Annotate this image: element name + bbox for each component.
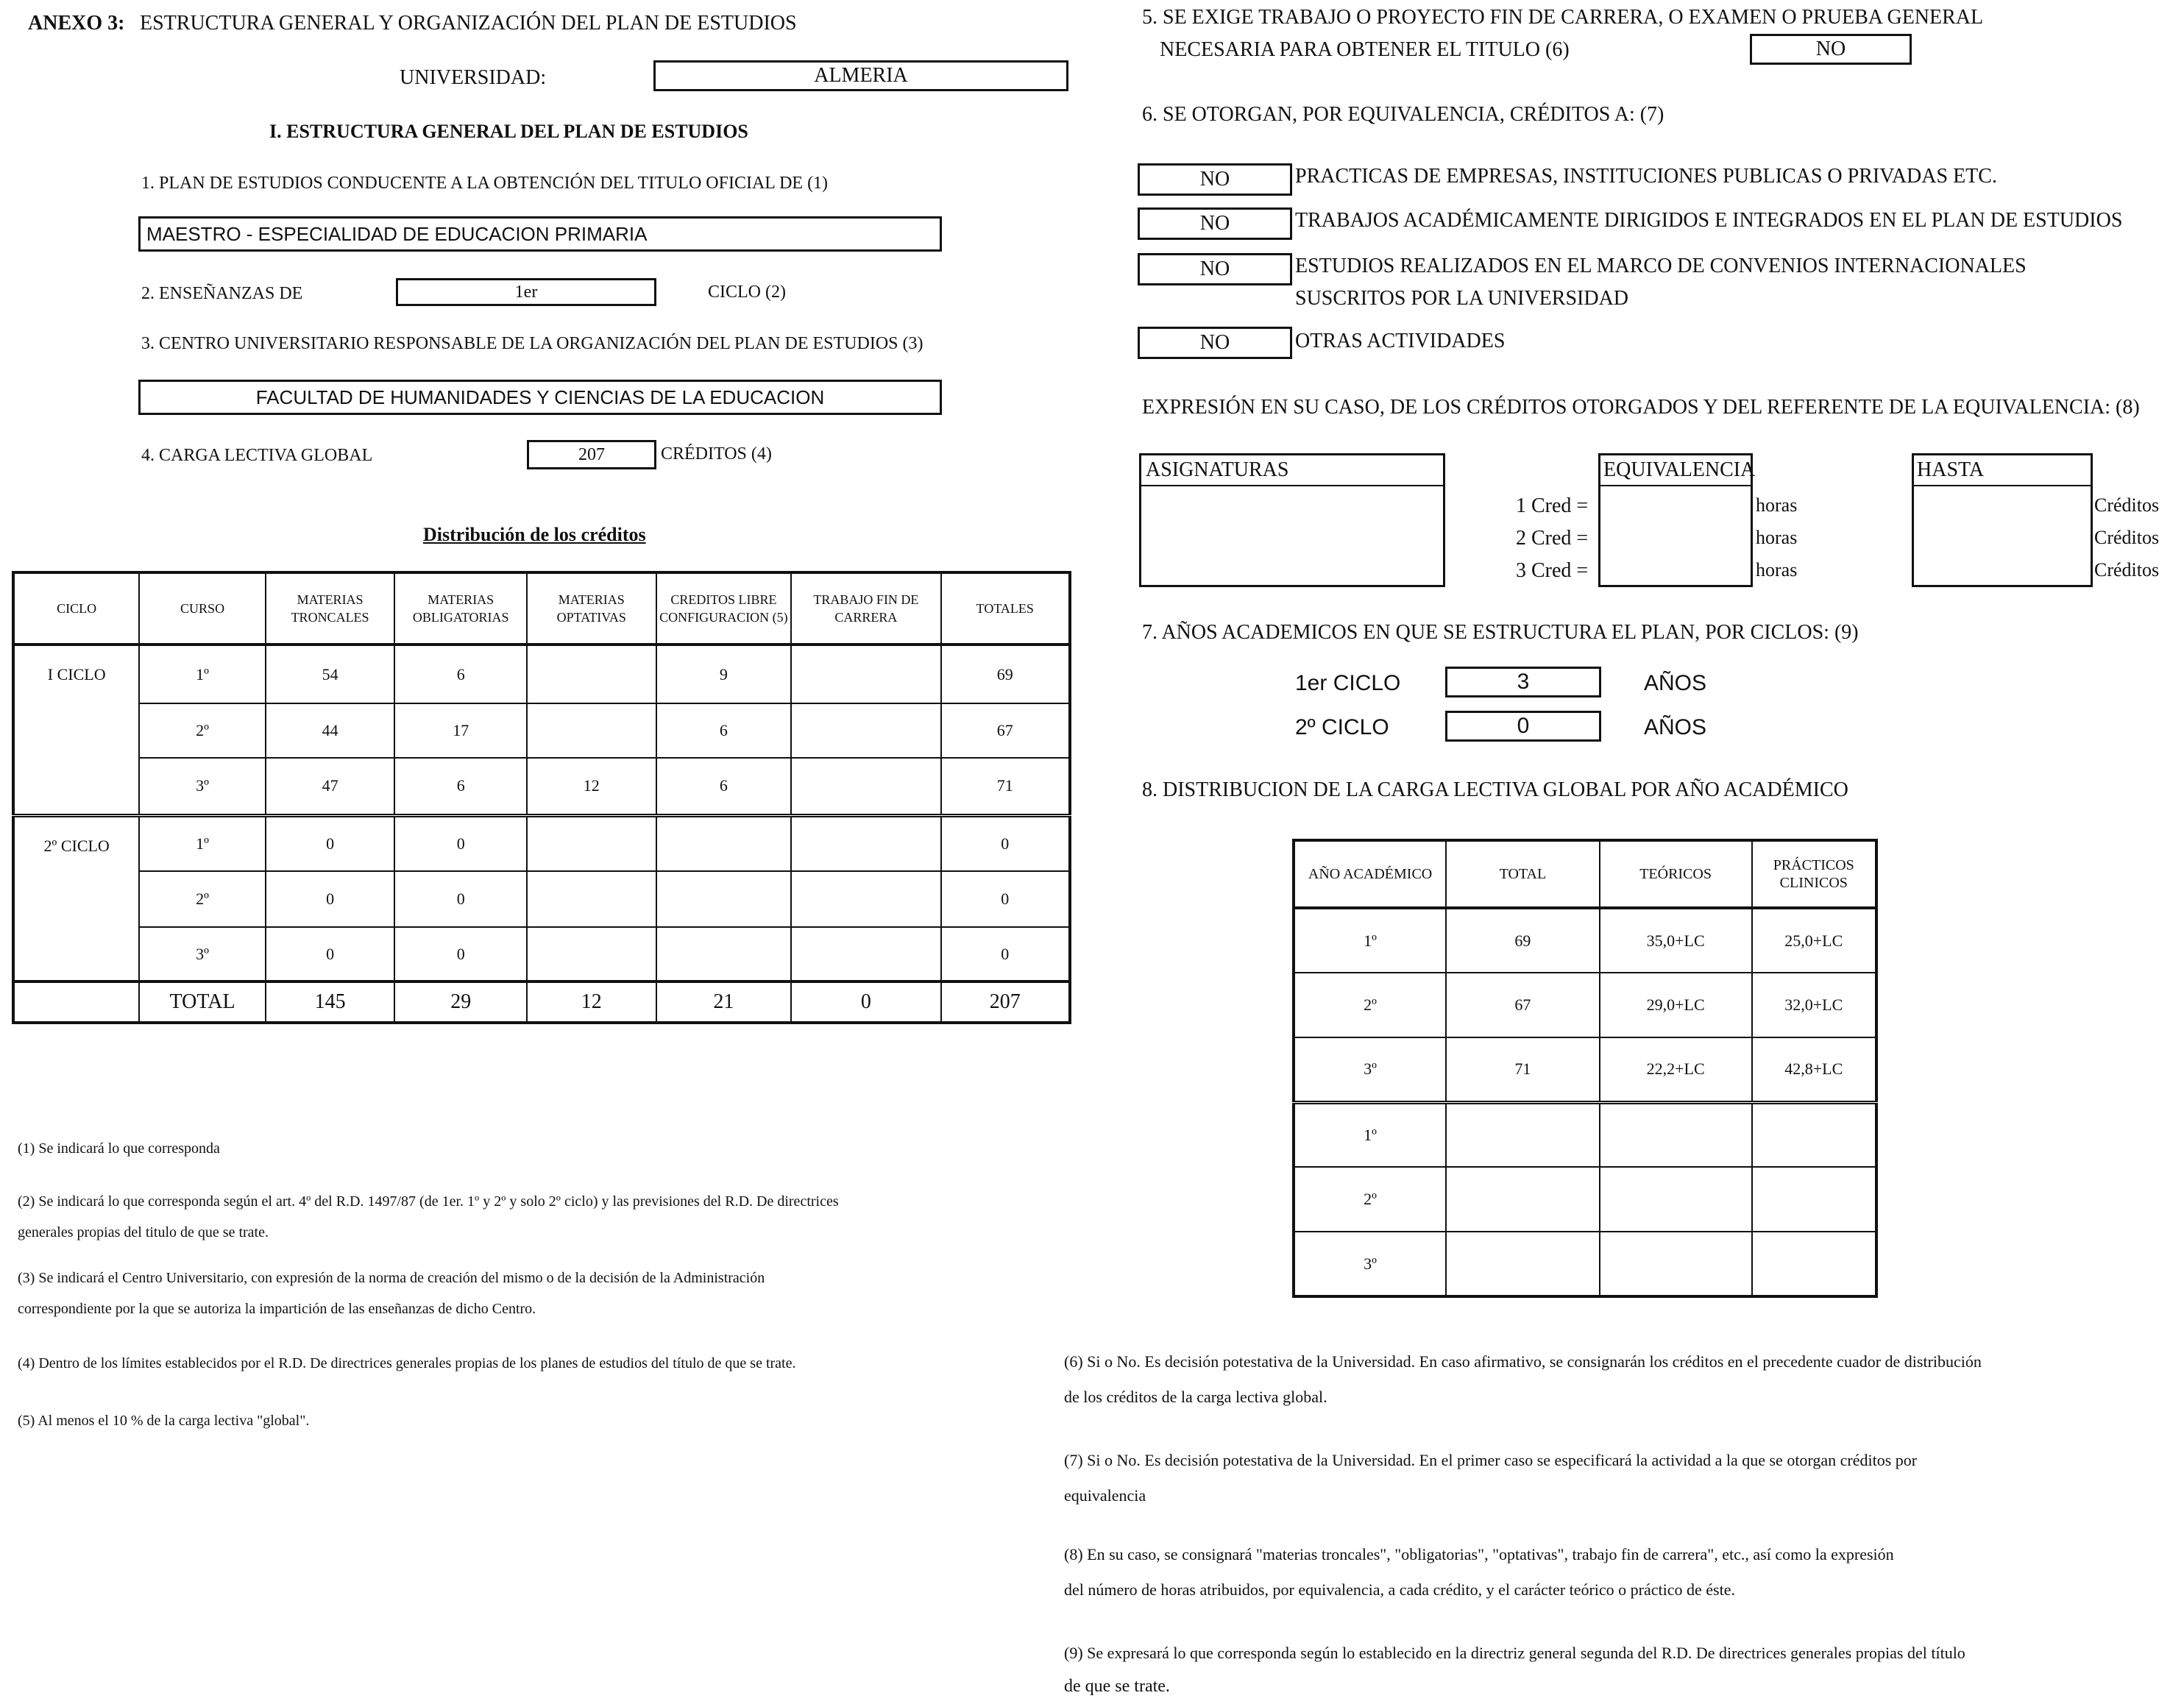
footnote-8b: del número de horas atribuidos, por equivalencia, a cada crédito, y el carácter teórico o práctico de éste. xyxy=(1064,1580,1735,1599)
cell: 3º xyxy=(1294,1037,1446,1102)
centro-field[interactable] xyxy=(138,380,942,415)
footnote-7b: equivalencia xyxy=(1064,1486,1146,1505)
anos-1: AÑOS xyxy=(1644,671,1707,695)
cell xyxy=(1446,1102,1600,1167)
footnote-3b: correspondiente por la que se autoriza la impartición de las enseñanzas de dicho Centro. xyxy=(18,1301,536,1317)
cell xyxy=(1752,1102,1876,1167)
q6-label: 6. SE OTORGAN, POR EQUIVALENCIA, CRÉDITOS A: (7) xyxy=(1142,103,1664,126)
total-row xyxy=(13,981,1070,1023)
cred-row-2: 2 Cred = xyxy=(1516,527,1589,550)
creditos-1: Créditos xyxy=(2094,494,2160,516)
header-libre: CREDITOS LIBRE CONFIGURACION (5) xyxy=(656,572,792,645)
cell: 0 xyxy=(266,871,395,927)
equiv-text-2: TRABAJOS ACADÉMICAMENTE DIRIGIDOS E INTEGRADOS EN EL PLAN DE ESTUDIOS xyxy=(1295,209,2123,232)
q5-value: NO xyxy=(1815,38,1846,60)
cell xyxy=(527,703,656,758)
total-troncales: 145 xyxy=(266,981,395,1023)
q1-label: 1. PLAN DE ESTUDIOS CONDUCENTE A LA OBTENCIÓN DEL TITULO OFICIAL DE (1) xyxy=(141,174,829,193)
anos-2: AÑOS xyxy=(1644,715,1707,739)
cell: 67 xyxy=(1446,973,1600,1037)
table-row xyxy=(13,927,1070,981)
header-troncales: MATERIAS TRONCALES xyxy=(266,572,395,645)
cell: 47 xyxy=(266,758,395,815)
q2-suffix: CICLO (2) xyxy=(708,283,786,302)
cred-row-3: 3 Cred = xyxy=(1516,559,1589,582)
cell xyxy=(791,645,940,703)
cred-row-1: 1 Cred = xyxy=(1516,494,1589,517)
equiv-field-2[interactable] xyxy=(1138,207,1292,240)
cell: 12 xyxy=(527,758,656,815)
cell: 25,0+LC xyxy=(1752,908,1876,973)
total-optativas: 12 xyxy=(527,981,656,1023)
equivalencia-box[interactable] xyxy=(1598,453,1756,587)
cell xyxy=(527,645,656,703)
table-row xyxy=(1294,1167,1876,1232)
ciclo-field[interactable] xyxy=(396,278,656,306)
equiv-field-4[interactable] xyxy=(1138,327,1292,359)
equiv-text-1: PRACTICAS DE EMPRESAS, INSTITUCIONES PUBLICAS O PRIVADAS ETC. xyxy=(1295,165,1997,188)
header-total: TOTAL xyxy=(1446,840,1600,908)
cell: 35,0+LC xyxy=(1600,908,1752,973)
cell: 9 xyxy=(656,645,792,703)
cell: 0 xyxy=(266,927,395,981)
asignaturas-box[interactable] xyxy=(1139,453,1445,587)
footnote-6: (6) Si o No. Es decisión potestativa de la Universidad. En caso afirmativo, se consignarán los créditos en el precedente cuador de distribución xyxy=(1064,1352,1982,1371)
university-value: ALMERIA xyxy=(814,64,908,87)
cell xyxy=(1752,1167,1876,1232)
q3-label: 3. CENTRO UNIVERSITARIO RESPONSABLE DE LA ORGANIZACIÓN DEL PLAN DE ESTUDIOS (3) xyxy=(141,334,923,353)
equiv-value-1: NO xyxy=(1199,168,1230,191)
ciclo-value: 1er xyxy=(514,282,538,302)
horas-3: horas xyxy=(1756,559,1798,581)
title-field[interactable] xyxy=(138,216,942,252)
total-obligatorias: 29 xyxy=(394,981,527,1023)
cell xyxy=(1600,1167,1752,1232)
horas-2: horas xyxy=(1756,527,1798,548)
footnote-7: (7) Si o No. Es decisión potestativa de la Universidad. En el primer caso se especificará la actividad a la que se otorgan créditos por xyxy=(1064,1451,1918,1469)
cell: 0 xyxy=(394,871,527,927)
equiv-value-4: NO xyxy=(1199,331,1230,354)
header-ciclo: CICLO xyxy=(13,572,139,645)
cell xyxy=(527,871,656,927)
table-row xyxy=(13,645,1070,703)
equiv-text-3: ESTUDIOS REALIZADOS EN EL MARCO DE CONVENIOS INTERNACIONALES xyxy=(1295,255,2027,277)
footnote-8: (8) En su caso, se consignará "materias troncales", "obligatorias", "optativas", trabajo fin de carrera", etc., así como la expresión xyxy=(1064,1545,1894,1563)
cell: 22,2+LC xyxy=(1600,1037,1752,1102)
cell xyxy=(527,815,656,871)
cell xyxy=(1446,1232,1600,1296)
equiv-field-3[interactable] xyxy=(1138,253,1292,285)
year-table xyxy=(1292,839,1878,1298)
q2-label: 2. ENSEÑANZAS DE xyxy=(141,284,303,303)
equiv-text-3b: SUSCRITOS POR LA UNIVERSIDAD xyxy=(1295,287,1629,310)
cell: 6 xyxy=(656,758,792,815)
footnote-2: (2) Se indicará lo que corresponda según el art. 4º del R.D. 1497/87 (de 1er. 1º y 2º y solo 2º ciclo) y las previsiones del R.D. De directrices xyxy=(18,1193,839,1210)
cell: 6 xyxy=(394,758,527,815)
footnote-5: (5) Al menos el 10 % de la carga lectiva "global". xyxy=(18,1413,310,1429)
total-totales: 207 xyxy=(941,981,1070,1023)
total-libre: 21 xyxy=(656,981,792,1023)
cell: 71 xyxy=(941,758,1070,815)
ciclo2-field[interactable] xyxy=(1445,711,1601,742)
footnote-6b: de los créditos de la carga lectiva global. xyxy=(1064,1388,1327,1406)
expr-label: EXPRESIÓN EN SU CASO, DE LOS CRÉDITOS OTORGADOS Y DEL REFERENTE DE LA EQUIVALENCIA: (8) xyxy=(1142,396,2140,419)
footnote-4: (4) Dentro de los límites establecidos por el R.D. De directrices generales propias de los planes de estudios del título de que se trate. xyxy=(18,1355,796,1371)
q4-label: 4. CARGA LECTIVA GLOBAL xyxy=(141,446,373,465)
equiv-field-1[interactable] xyxy=(1138,163,1292,196)
cell: 2º xyxy=(139,871,265,927)
equiv-value-2: NO xyxy=(1199,212,1230,235)
footnote-1: (1) Se indicará lo que corresponda xyxy=(18,1140,220,1157)
q4-suffix: CRÉDITOS (4) xyxy=(661,444,772,464)
table-row xyxy=(1294,1037,1876,1102)
cell xyxy=(791,871,940,927)
cell xyxy=(1752,1232,1876,1296)
cell xyxy=(656,927,792,981)
cell: 3º xyxy=(139,927,265,981)
hasta-box[interactable] xyxy=(1912,453,2093,587)
horas-1: horas xyxy=(1756,494,1798,516)
header-optativas: MATERIAS OPTATIVAS xyxy=(527,572,656,645)
annex-title: ESTRUCTURA GENERAL Y ORGANIZACIÓN DEL PLAN DE ESTUDIOS xyxy=(140,12,797,35)
header-teoricos: TEÓRICOS xyxy=(1600,840,1752,908)
q8-label: 8. DISTRIBUCION DE LA CARGA LECTIVA GLOBAL POR AÑO ACADÉMICO xyxy=(1142,778,1848,801)
footnote-3: (3) Se indicará el Centro Universitario, con expresión de la norma de creación del mismo o de la decisión de la Administración xyxy=(18,1270,765,1286)
table-row xyxy=(1294,908,1876,973)
cell: 42,8+LC xyxy=(1752,1037,1876,1102)
cell: 1º xyxy=(1294,1102,1446,1167)
total-label: TOTAL xyxy=(139,981,265,1023)
q7-label: 7. AÑOS ACADEMICOS EN QUE SE ESTRUCTURA EL PLAN, POR CICLOS: (9) xyxy=(1142,621,1859,644)
cell: 3º xyxy=(1294,1232,1446,1296)
cell xyxy=(791,815,940,871)
table-row xyxy=(1294,1232,1876,1296)
cell: 0 xyxy=(941,871,1070,927)
footnote-9: (9) Se expresará lo que corresponda según lo establecido en la directriz general segunda del R.D. De directrices generales propias del título xyxy=(1064,1644,1965,1662)
table-row xyxy=(1294,973,1876,1037)
header-curso: CURSO xyxy=(139,572,265,645)
cell: 29,0+LC xyxy=(1600,973,1752,1037)
header-practicos: PRÁCTICOS CLINICOS xyxy=(1752,840,1876,908)
cell: 69 xyxy=(941,645,1070,703)
header-trabajo: TRABAJO FIN DE CARRERA xyxy=(791,572,940,645)
cell xyxy=(527,927,656,981)
q5-line2: NECESARIA PARA OBTENER EL TITULO (6) xyxy=(1160,38,1570,61)
cell: 44 xyxy=(266,703,395,758)
equiv-value-3: NO xyxy=(1199,258,1230,280)
creditos-3: Créditos xyxy=(2094,559,2160,581)
cell xyxy=(656,871,792,927)
cell: 0 xyxy=(941,927,1070,981)
table-row xyxy=(1294,1102,1876,1167)
cell: 2º xyxy=(139,703,265,758)
header-totales: TOTALES xyxy=(941,572,1070,645)
cell: 0 xyxy=(941,815,1070,871)
header-ano: AÑO ACADÉMICO xyxy=(1294,840,1446,908)
equiv-text-4: OTRAS ACTIVIDADES xyxy=(1295,330,1506,352)
cell xyxy=(656,815,792,871)
cell xyxy=(791,927,940,981)
cell: 69 xyxy=(1446,908,1600,973)
header-obligatorias: MATERIAS OBLIGATORIAS xyxy=(394,572,527,645)
carga-value: 207 xyxy=(578,444,605,464)
centro-value: FACULTAD DE HUMANIDADES Y CIENCIAS DE LA EDUCACION xyxy=(255,386,825,408)
cell: 6 xyxy=(656,703,792,758)
ciclo2-label: 2º CICLO xyxy=(1295,715,1389,739)
credits-table xyxy=(12,571,1071,1024)
q5-field[interactable] xyxy=(1750,34,1912,65)
ciclo1-label: 1er CICLO xyxy=(1295,671,1401,695)
university-label: UNIVERSIDAD: xyxy=(400,66,547,89)
table-row xyxy=(13,871,1070,927)
annex-label: ANEXO 3: xyxy=(28,12,125,35)
cell xyxy=(1446,1167,1600,1232)
cell: 71 xyxy=(1446,1037,1600,1102)
cell: 2º xyxy=(1294,973,1446,1037)
section1-title: I. ESTRUCTURA GENERAL DEL PLAN DE ESTUDIOS xyxy=(269,121,748,142)
footnote-9b: de que se trate. xyxy=(1064,1677,1170,1696)
cell: 67 xyxy=(941,703,1070,758)
cell xyxy=(791,703,940,758)
cell xyxy=(1600,1232,1752,1296)
creditos-2: Créditos xyxy=(2094,527,2160,548)
table-row xyxy=(13,815,1070,871)
footnote-2b: generales propias del titulo de que se trate. xyxy=(18,1224,269,1240)
ciclo2-value: 0 xyxy=(1517,714,1530,738)
cycle1-label: I CICLO xyxy=(13,645,139,815)
cell: 1º xyxy=(139,645,265,703)
university-field[interactable] xyxy=(653,60,1068,91)
table-row xyxy=(13,758,1070,815)
cell xyxy=(791,758,940,815)
total-trabajo: 0 xyxy=(791,981,940,1023)
cell: 2º xyxy=(1294,1167,1446,1232)
cell: 17 xyxy=(394,703,527,758)
cell: 0 xyxy=(394,927,527,981)
cell xyxy=(1600,1102,1752,1167)
cell: 6 xyxy=(394,645,527,703)
asignaturas-header: ASIGNATURAS xyxy=(1141,455,1443,486)
cell: 54 xyxy=(266,645,395,703)
ciclo1-value: 3 xyxy=(1517,670,1530,694)
cell: 1º xyxy=(139,815,265,871)
cell: 0 xyxy=(266,815,395,871)
distribution-title: Distribución de los créditos xyxy=(423,524,646,545)
ciclo1-field[interactable] xyxy=(1445,667,1601,697)
cell: 0 xyxy=(394,815,527,871)
cell: 32,0+LC xyxy=(1752,973,1876,1037)
carga-field[interactable] xyxy=(527,440,656,469)
title-value: MAESTRO - ESPECIALIDAD DE EDUCACION PRIMARIA xyxy=(146,222,648,245)
cell: 3º xyxy=(139,758,265,815)
table-row xyxy=(13,703,1070,758)
q5-line1: 5. SE EXIGE TRABAJO O PROYECTO FIN DE CARRERA, O EXAMEN O PRUEBA GENERAL xyxy=(1142,6,1984,29)
cycle2-label: 2º CICLO xyxy=(13,815,139,981)
hasta-header: HASTA xyxy=(1914,455,2091,486)
cell: 1º xyxy=(1294,908,1446,973)
equivalencia-header: EQUIVALENCIA xyxy=(1600,455,1751,486)
